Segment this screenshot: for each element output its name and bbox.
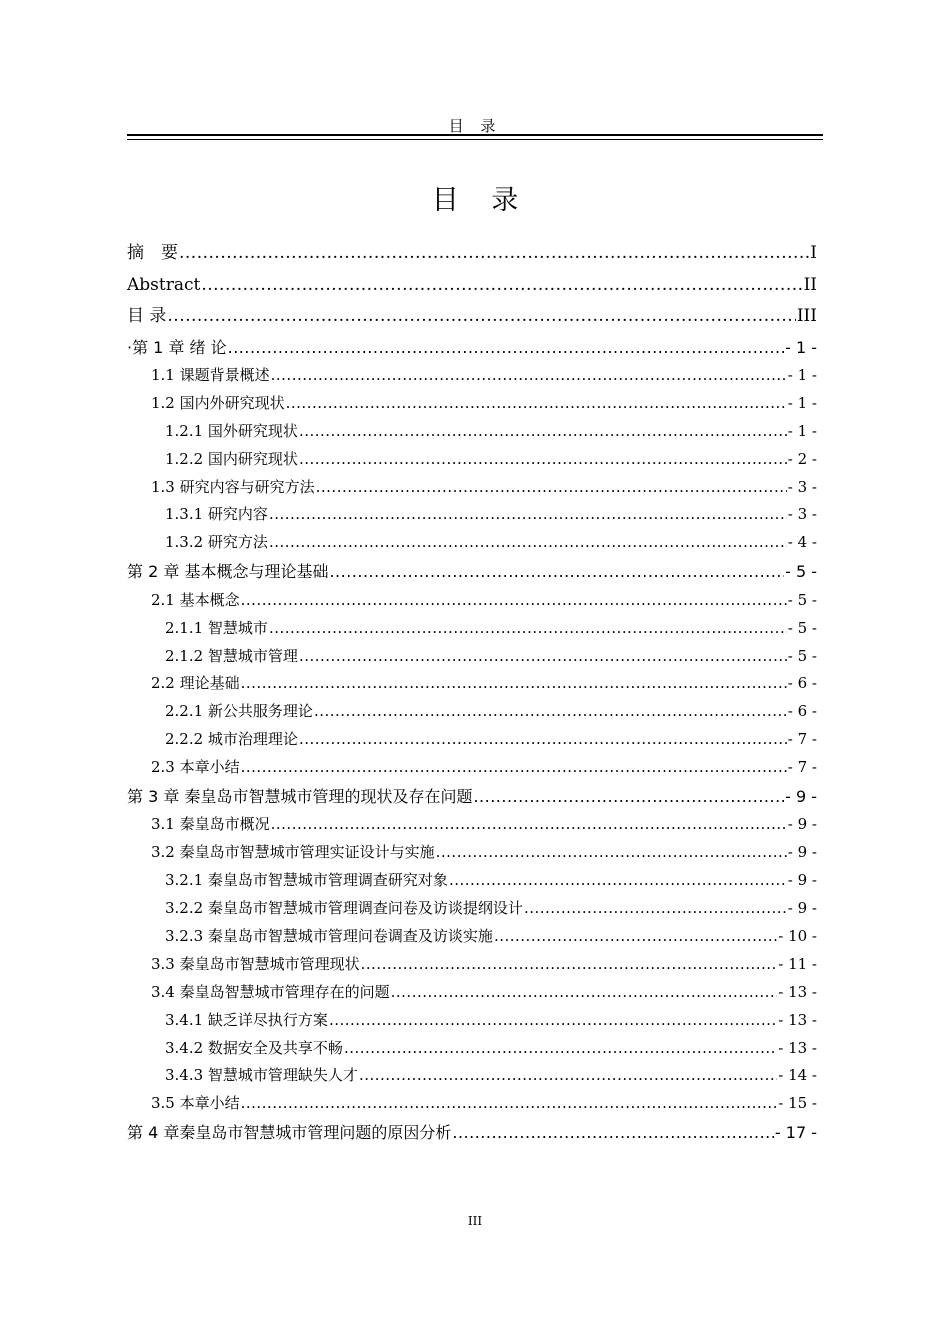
toc-entry-label: 3.4.3 智慧城市管理缺失人才 — [165, 1066, 358, 1085]
toc-entry-page: - 5 - — [787, 646, 817, 665]
dot-leader — [329, 557, 784, 587]
toc-entry-label: ·第 1 章 绪 论 — [127, 337, 227, 357]
dot-leader — [286, 390, 787, 418]
toc-entry-label: 3.1 秦皇岛市概况 — [151, 815, 270, 834]
dot-leader — [299, 446, 787, 474]
dot-leader — [391, 979, 778, 1007]
toc-entry-chapter-4[interactable] — [127, 1118, 817, 1148]
toc-entry-1-1[interactable] — [127, 362, 817, 390]
table-of-contents — [127, 238, 817, 1148]
toc-entry-page: - 1 - — [787, 393, 817, 412]
toc-entry-label: 2.1.2 智慧城市管理 — [165, 646, 298, 665]
page-number: III — [467, 1214, 483, 1228]
toc-entry-page: - 4 - — [787, 533, 817, 552]
toc-entry-2-3[interactable] — [127, 754, 817, 782]
toc-entry-1-3-2[interactable] — [127, 529, 817, 557]
toc-entry-3-4[interactable] — [127, 979, 817, 1007]
toc-entry-page: - 3 - — [787, 505, 817, 524]
toc-entry-abstract-en[interactable] — [127, 270, 817, 302]
toc-entry-chapter-1[interactable] — [127, 333, 817, 363]
toc-entry-page: - 1 - — [787, 421, 817, 440]
toc-entry-1-2[interactable] — [127, 390, 817, 418]
toc-entry-contents[interactable] — [127, 301, 817, 333]
toc-entry-label: 3.2.1 秦皇岛市智慧城市管理调查研究对象 — [165, 871, 448, 890]
toc-entry-1-2-1[interactable] — [127, 418, 817, 446]
toc-entry-label: 1.3 研究内容与研究方法 — [151, 477, 315, 496]
toc-entry-page: - 3 - — [787, 477, 817, 496]
toc-entry-2-2-1[interactable] — [127, 698, 817, 726]
toc-entry-label: Abstract — [127, 274, 201, 295]
toc-entry-label: 第 4 章秦皇岛市智慧城市管理问题的原因分析 — [127, 1123, 452, 1143]
toc-entry-3-2-2[interactable] — [127, 895, 817, 923]
toc-entry-page: - 7 - — [787, 758, 817, 777]
toc-entry-1-3[interactable] — [127, 474, 817, 502]
dot-leader — [271, 811, 787, 839]
toc-entry-label: 2.1 基本概念 — [151, 590, 240, 609]
dot-leader — [299, 643, 787, 671]
toc-title: 目 录 — [431, 185, 531, 216]
dot-leader — [314, 698, 787, 726]
toc-entry-2-1-2[interactable] — [127, 643, 817, 671]
toc-entry-page: II — [803, 274, 817, 295]
dot-leader — [436, 839, 787, 867]
dot-leader — [359, 1062, 777, 1090]
toc-entry-page: - 9 - — [787, 899, 817, 918]
header-double-rule — [127, 134, 823, 140]
dot-leader — [269, 501, 787, 529]
toc-entry-label: 第 2 章 基本概念与理论基础 — [127, 562, 329, 582]
dot-leader — [524, 895, 787, 923]
dot-leader — [329, 1007, 777, 1035]
toc-entry-3-2-3[interactable] — [127, 923, 817, 951]
toc-entry-chapter-3[interactable] — [127, 782, 817, 812]
toc-entry-page: - 13 - — [778, 982, 817, 1001]
toc-entry-3-3[interactable] — [127, 951, 817, 979]
toc-entry-page: III — [796, 306, 817, 326]
toc-entry-label: 目 录 — [127, 306, 167, 326]
toc-entry-page: - 13 - — [778, 1038, 817, 1057]
dot-leader — [344, 1035, 777, 1063]
toc-entry-label: 1.3.1 研究内容 — [165, 505, 268, 524]
toc-entry-label: 3.4 秦皇岛智慧城市管理存在的问题 — [151, 982, 390, 1001]
dot-leader — [228, 333, 784, 363]
running-header: 目 录 — [448, 117, 502, 135]
toc-entry-label: 2.1.1 智慧城市 — [165, 618, 268, 637]
dot-leader — [241, 587, 787, 615]
dot-leader — [241, 670, 787, 698]
toc-entry-2-2[interactable] — [127, 670, 817, 698]
toc-entry-page: - 9 - — [787, 843, 817, 862]
toc-entry-2-2-2[interactable] — [127, 726, 817, 754]
toc-entry-label: 3.5 本章小结 — [151, 1094, 240, 1113]
toc-entry-label: 3.2 秦皇岛市智慧城市管理实证设计与实施 — [151, 843, 435, 862]
toc-entry-label: 1.1 课题背景概述 — [151, 366, 270, 384]
dot-leader — [316, 474, 787, 502]
toc-entry-page: - 14 - — [778, 1066, 817, 1085]
toc-entry-page: - 2 - — [787, 449, 817, 468]
dot-leader — [241, 754, 787, 782]
toc-entry-chapter-2[interactable] — [127, 557, 817, 587]
toc-entry-2-1-1[interactable] — [127, 615, 817, 643]
toc-entry-2-1[interactable] — [127, 587, 817, 615]
dot-leader — [201, 270, 802, 302]
toc-entry-page: - 13 - — [778, 1010, 817, 1029]
dot-leader — [269, 529, 787, 557]
toc-entry-page: - 9 - — [785, 786, 817, 806]
dot-leader — [452, 1118, 774, 1148]
toc-entry-page: - 17 - — [774, 1123, 817, 1143]
toc-entry-label: 3.3 秦皇岛市智慧城市管理现状 — [151, 954, 360, 973]
toc-entry-page: - 5 - — [787, 618, 817, 637]
toc-entry-page: - 15 - — [778, 1094, 817, 1113]
toc-entry-3-2[interactable] — [127, 839, 817, 867]
dot-leader — [241, 1090, 778, 1118]
toc-entry-label: 1.2.1 国外研究现状 — [165, 421, 298, 440]
dot-leader — [167, 301, 795, 333]
toc-entry-page: - 11 - — [778, 954, 817, 973]
toc-entry-label: 摘 要 — [127, 243, 178, 263]
toc-entry-label: 3.4.1 缺乏详尽执行方案 — [165, 1010, 328, 1029]
toc-entry-label: 1.2.2 国内研究现状 — [165, 449, 298, 468]
toc-entry-label: 3.4.2 数据安全及共享不畅 — [165, 1038, 343, 1057]
toc-entry-1-2-2[interactable] — [127, 446, 817, 474]
toc-entry-page: - 1 - — [787, 366, 817, 384]
toc-entry-page: - 9 - — [787, 871, 817, 890]
toc-entry-3-4-2[interactable] — [127, 1035, 817, 1063]
dot-leader — [299, 418, 787, 446]
toc-entry-label: 2.2.1 新公共服务理论 — [165, 702, 313, 721]
dot-leader — [494, 923, 777, 951]
toc-entry-3-1[interactable] — [127, 811, 817, 839]
toc-entry-label: 1.2 国内外研究现状 — [151, 393, 285, 412]
toc-entry-3-2-1[interactable] — [127, 867, 817, 895]
toc-entry-page: - 9 - — [787, 815, 817, 834]
dot-leader — [449, 867, 787, 895]
dot-leader — [299, 726, 787, 754]
dot-leader — [271, 362, 787, 390]
toc-entry-label: 第 3 章 秦皇岛市智慧城市管理的现状及存在问题 — [127, 786, 473, 806]
toc-entry-3-5[interactable] — [127, 1090, 817, 1118]
toc-entry-1-3-1[interactable] — [127, 501, 817, 529]
toc-entry-page: - 5 - — [785, 562, 817, 582]
toc-entry-label: 2.2 理论基础 — [151, 674, 240, 693]
toc-entry-abstract-cn[interactable] — [127, 238, 817, 270]
dot-leader — [269, 615, 787, 643]
toc-entry-label: 2.3 本章小结 — [151, 758, 240, 777]
toc-entry-page: - 1 - — [785, 337, 817, 357]
dot-leader — [361, 951, 778, 979]
toc-entry-page: - 6 - — [787, 674, 817, 693]
toc-entry-page: I — [810, 243, 817, 263]
toc-entry-page: - 6 - — [787, 702, 817, 721]
toc-entry-3-4-1[interactable] — [127, 1007, 817, 1035]
toc-entry-label: 3.2.2 秦皇岛市智慧城市管理调查问卷及访谈提纲设计 — [165, 899, 523, 918]
toc-entry-3-4-3[interactable] — [127, 1062, 817, 1090]
toc-entry-page: - 10 - — [778, 927, 817, 946]
toc-entry-page: - 7 - — [787, 730, 817, 749]
dot-leader — [473, 782, 784, 812]
dot-leader — [179, 238, 809, 270]
toc-entry-page: - 5 - — [787, 590, 817, 609]
toc-entry-label: 1.3.2 研究方法 — [165, 533, 268, 552]
toc-entry-label: 2.2.2 城市治理理论 — [165, 730, 298, 749]
toc-entry-label: 3.2.3 秦皇岛市智慧城市管理问卷调查及访谈实施 — [165, 927, 493, 946]
